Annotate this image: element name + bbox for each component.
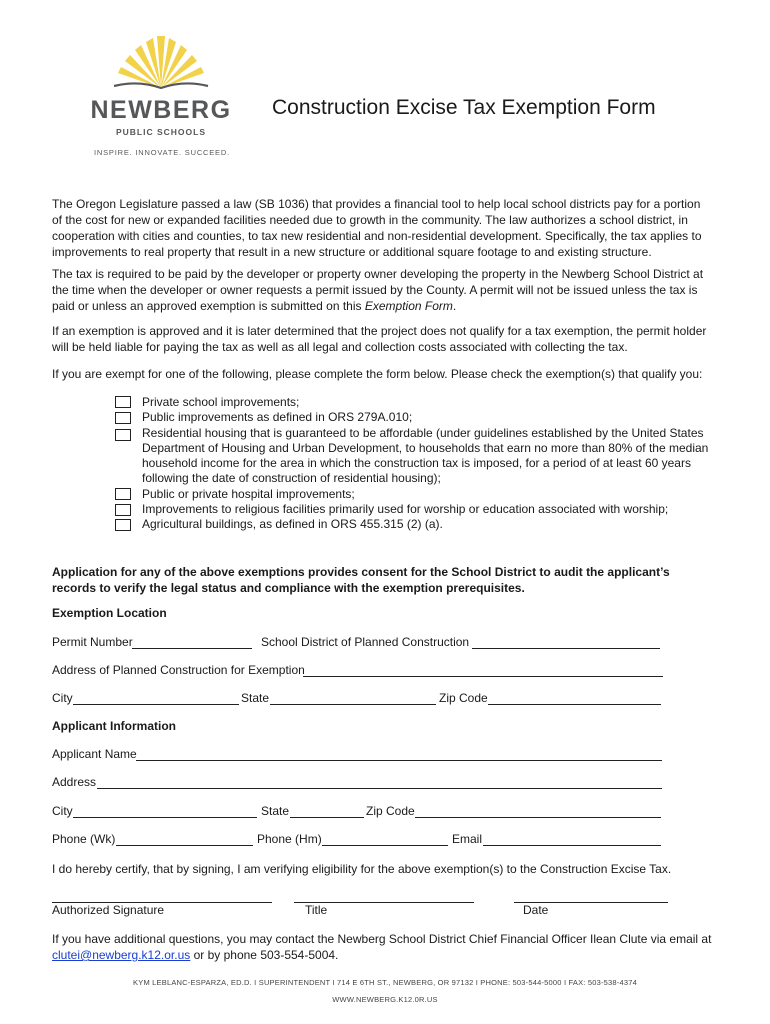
email-label: Email <box>452 832 483 846</box>
logo-name: NEWBERG <box>90 96 232 124</box>
permit-number-label: Permit Number <box>52 635 133 649</box>
exemption-checklist <box>115 395 715 533</box>
phone-hm-label: Phone (Hm) <box>257 832 322 846</box>
phone-wk-label: Phone (Wk) <box>52 832 116 846</box>
logo-tagline: INSPIRE. INNOVATE. SUCCEED. <box>94 148 230 157</box>
intro-paragraph-3: If an exemption is approved and it is later determined that the project does not qualify for a tax exemption, the permit holder will be held liable for paying the tax as well as all legal and collection costs associated with collecting the tax. <box>52 324 707 354</box>
exemption-label: Public improvements as defined in ORS 279A.010; <box>142 410 413 425</box>
footer-address: KYM LEBLANC-ESPARZA, ED.D. I SUPERINTENDENT I 714 E 6TH ST., NEWBERG, OR 97132 I PHONE: 503-544-5000 I FAX: 503-538-4374 <box>133 978 637 987</box>
contact-text: If you have additional questions, you may contact the Newberg School District Chief Financial Officer Ilean Clute via email at <box>52 932 712 946</box>
applicant-city-label: City <box>52 804 73 818</box>
exemption-form-emphasis: Exemption Form <box>364 299 453 313</box>
applicant-address-row <box>52 775 664 791</box>
applicant-zip-label: Zip Code <box>366 804 415 818</box>
phone-hm-field[interactable] <box>322 845 448 846</box>
exemption-checkbox[interactable] <box>115 488 131 500</box>
applicant-heading: Applicant Information <box>52 719 176 733</box>
exemption-item <box>115 517 715 532</box>
location-state-label: State <box>241 691 270 705</box>
applicant-name-row <box>52 747 664 763</box>
contact-paragraph <box>52 931 712 963</box>
exemption-checkbox[interactable] <box>115 412 131 424</box>
applicant-city-field[interactable] <box>73 817 257 818</box>
signature-label: Authorized Signature <box>52 903 165 917</box>
exemption-item <box>115 410 715 425</box>
permit-row <box>52 635 664 651</box>
applicant-state-field[interactable] <box>290 817 364 818</box>
construction-address-label: Address of Planned Construction for Exemption <box>52 663 305 677</box>
applicant-name-label: Applicant Name <box>52 747 137 761</box>
applicant-address-label: Address <box>52 775 97 789</box>
applicant-state-label: State <box>261 804 290 818</box>
footer-website: WWW.NEWBERG.K12.0R.US <box>332 995 438 1004</box>
intro-paragraph-2: The tax is required to be paid by the developer or property owner developing the property in the Newberg School District at the time when the developer or owner requests a permit issued by the County. A permit will not be issued unless the tax is paid or unless an approved exemption is submitted on this Exemption Form. <box>52 267 704 313</box>
intro-paragraph-4: If you are exempt for one of the following, please complete the form below. Please check the exemption(s) that qualify you: <box>52 367 703 381</box>
exemption-checkbox[interactable] <box>115 396 131 408</box>
title-label: Title <box>305 903 328 917</box>
exemption-item <box>115 502 715 517</box>
school-district-label: School District of Planned Construction <box>261 635 470 649</box>
exemption-label: Residential housing that is guaranteed to be affordable (under guidelines established by the United States Department of Housing and Urban Development, to households that earn no more than 80% of the median household income for the area in which the construction tax is imposed, for a period of at least 60 years following the date of construction of residential housing); <box>142 425 709 486</box>
applicant-zip-field[interactable] <box>415 817 661 818</box>
certification-statement: I do hereby certify, that by signing, I am verifying eligibility for the above exemption(s) to the Construction Excise Tax. <box>52 862 672 876</box>
phone-wk-field[interactable] <box>116 845 253 846</box>
date-label: Date <box>523 903 549 917</box>
school-district-field[interactable] <box>472 648 660 649</box>
location-zip-field[interactable] <box>488 704 661 705</box>
location-city-row <box>52 691 664 707</box>
exemption-label: Improvements to religious facilities primarily used for worship or education associated with worship; <box>142 502 669 517</box>
permit-number-field[interactable] <box>132 648 252 649</box>
exemption-checkbox[interactable] <box>115 429 131 441</box>
exemption-label: Agricultural buildings, as defined in ORS 455.315 (2) (a). <box>142 517 443 532</box>
exemption-item <box>115 395 715 410</box>
newberg-logo <box>86 30 236 160</box>
applicant-name-field[interactable] <box>136 760 662 761</box>
phone-row <box>52 832 664 848</box>
location-city-label: City <box>52 691 73 705</box>
location-state-field[interactable] <box>270 704 436 705</box>
location-city-field[interactable] <box>73 704 239 705</box>
applicant-address-field[interactable] <box>97 788 662 789</box>
exemption-checkbox[interactable] <box>115 504 131 516</box>
sunburst-book-icon <box>108 30 214 94</box>
location-heading: Exemption Location <box>52 606 167 620</box>
exemption-label: Private school improvements; <box>142 395 300 409</box>
contact-phone-text: or by phone 503-554-5004. <box>190 948 339 962</box>
consent-statement: Application for any of the above exemptions provides consent for the School District to audit the applicant’s records to verify the legal status and compliance with the exemption prerequisites. <box>52 565 670 595</box>
email-field[interactable] <box>483 845 661 846</box>
intro-paragraph-1: The Oregon Legislature passed a law (SB 1036) that provides a financial tool to help local school districts pay for a portion of the cost for new or expanded facilities needed due to growth in the community. The law authorizes a school district, in cooperation with cities and counties, to tax new residential and non-residential development. Specifically, the tax applies to improvements to real property that result in a new structure or additional square footage to and existing structure. <box>52 197 702 259</box>
applicant-city-row <box>52 804 664 820</box>
contact-email-link[interactable]: clutei@newberg.k12.or.us <box>52 948 191 962</box>
exemption-label: Public or private hospital improvements; <box>142 486 355 501</box>
exemption-item <box>115 426 715 487</box>
page-title: Construction Excise Tax Exemption Form <box>272 96 656 119</box>
exemption-checkbox[interactable] <box>115 519 131 531</box>
exemption-item <box>115 487 715 502</box>
construction-address-row <box>52 663 664 679</box>
location-zip-label: Zip Code <box>439 691 488 705</box>
construction-address-field[interactable] <box>303 676 663 677</box>
logo-subtitle: PUBLIC SCHOOLS <box>115 127 207 137</box>
